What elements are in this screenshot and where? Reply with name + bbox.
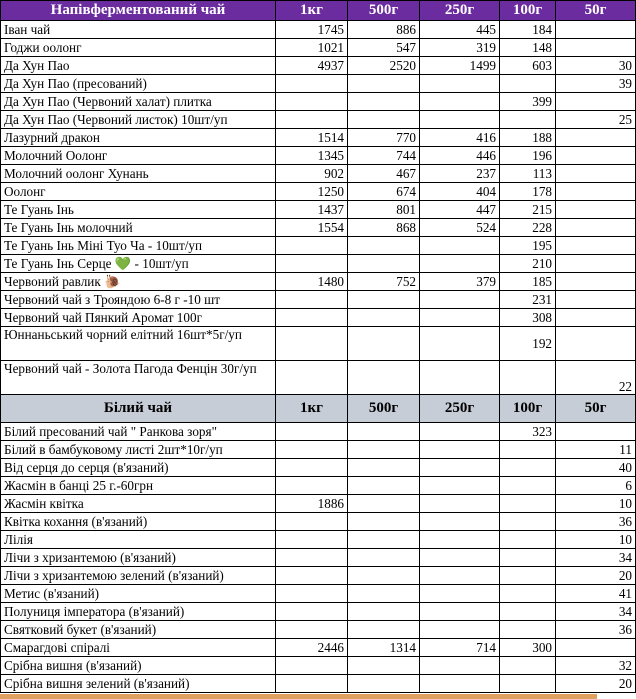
table-row: [1, 657, 636, 675]
product-name-cell: Те Гуань Інь Серце 💚 - 10шт/уп: [1, 255, 276, 273]
table-row: [1, 459, 636, 477]
price-cell: 10: [556, 495, 636, 513]
table-row: [1, 567, 636, 585]
price-cell: [348, 441, 420, 459]
price-cell: 1021: [276, 39, 348, 57]
price-cell: 801: [348, 201, 420, 219]
product-name-cell: Святковий букет (в'язаний): [1, 621, 276, 639]
price-cell: [348, 93, 420, 111]
price-cell: [276, 477, 348, 495]
price-cell: 40: [556, 459, 636, 477]
price-cell: [420, 237, 500, 255]
price-cell: [420, 531, 500, 549]
product-name-cell: Білий пресований чай " Ранкова зоря": [1, 423, 276, 441]
price-cell: [556, 183, 636, 201]
price-cell: [556, 165, 636, 183]
price-cell: [500, 459, 556, 477]
price-cell: [348, 621, 420, 639]
table-row: [1, 255, 636, 273]
price-cell: 467: [348, 165, 420, 183]
table-row: [1, 273, 636, 291]
price-cell: [348, 291, 420, 309]
price-cell: [500, 675, 556, 693]
price-cell: [556, 147, 636, 165]
table-row: [1, 531, 636, 549]
table-row: [1, 361, 636, 395]
price-cell: 188: [500, 129, 556, 147]
table-row: [1, 39, 636, 57]
product-name-cell: Смарагдові спіралі: [1, 639, 276, 657]
price-cell: [276, 549, 348, 567]
price-cell: [420, 309, 500, 327]
price-cell: [420, 75, 500, 93]
product-name-cell: Оолонг: [1, 183, 276, 201]
product-name-cell: Да Хун Пао (Червоний халат) плитка: [1, 93, 276, 111]
price-cell: [556, 201, 636, 219]
price-cell: [556, 219, 636, 237]
price-cell: [420, 513, 500, 531]
price-cell: 1480: [276, 273, 348, 291]
table-row: [1, 585, 636, 603]
table-row: [1, 549, 636, 567]
price-cell: 10: [556, 531, 636, 549]
price-cell: 231: [500, 291, 556, 309]
price-cell: [348, 495, 420, 513]
price-cell: [500, 549, 556, 567]
price-cell: [348, 657, 420, 675]
price-cell: [276, 327, 348, 361]
price-cell: [276, 255, 348, 273]
product-name-cell: Лілія: [1, 531, 276, 549]
product-name-cell: Лічи з хризантемою зелений (в'язаний): [1, 567, 276, 585]
product-name-cell: Лічи з хризантемою (в'язаний): [1, 549, 276, 567]
price-cell: [556, 255, 636, 273]
price-cell: [420, 495, 500, 513]
price-cell: [348, 513, 420, 531]
price-cell: [348, 675, 420, 693]
price-cell: [556, 39, 636, 57]
table-row: [1, 477, 636, 495]
price-cell: [420, 585, 500, 603]
price-cell: [420, 423, 500, 441]
price-cell: [420, 255, 500, 273]
price-cell: [276, 441, 348, 459]
product-name-cell: Срібна вишня (в'язаний): [1, 657, 276, 675]
price-cell: [420, 567, 500, 585]
price-cell: 868: [348, 219, 420, 237]
product-name-cell: Білий в бамбуковому листі 2шт*10г/уп: [1, 441, 276, 459]
price-cell: 184: [500, 21, 556, 39]
price-cell: 1437: [276, 201, 348, 219]
table-row: [1, 147, 636, 165]
price-cell: [420, 93, 500, 111]
table-row: [1, 309, 636, 327]
next-section-header-strip: [0, 694, 597, 699]
price-cell: 319: [420, 39, 500, 57]
price-cell: [348, 531, 420, 549]
price-cell: [500, 657, 556, 675]
price-cell: 228: [500, 219, 556, 237]
price-cell: [276, 675, 348, 693]
price-cell: 1250: [276, 183, 348, 201]
table-row: [1, 183, 636, 201]
price-cell: [276, 657, 348, 675]
price-cell: [276, 309, 348, 327]
product-name-cell: Червоний чай Пянкий Аромат 100г: [1, 309, 276, 327]
product-name-cell: Те Гуань Інь Міні Туо Ча - 10шт/уп: [1, 237, 276, 255]
table-row: [1, 219, 636, 237]
price-cell: [556, 21, 636, 39]
table-row: [1, 291, 636, 309]
product-name-cell: Лазурний дракон: [1, 129, 276, 147]
price-cell: [420, 361, 500, 395]
price-cell: [500, 495, 556, 513]
price-cell: 1554: [276, 219, 348, 237]
table-row: [1, 165, 636, 183]
price-cell: 2520: [348, 57, 420, 75]
price-cell: 196: [500, 147, 556, 165]
price-cell: [348, 237, 420, 255]
price-cell: 547: [348, 39, 420, 57]
column-header: 250г: [420, 1, 500, 21]
product-name-cell: Юннаньський чорний елітний 16шт*5г/уп: [1, 327, 276, 361]
table-row: [1, 441, 636, 459]
price-cell: 36: [556, 513, 636, 531]
column-header: 50г: [556, 1, 636, 21]
price-cell: 195: [500, 237, 556, 255]
column-header: 1кг: [276, 395, 348, 423]
product-name-cell: Метис (в'язаний): [1, 585, 276, 603]
price-cell: 25: [556, 111, 636, 129]
price-cell: [276, 621, 348, 639]
table-row: [1, 621, 636, 639]
price-cell: 446: [420, 147, 500, 165]
price-cell: [348, 459, 420, 477]
price-cell: [276, 423, 348, 441]
column-header: 100г: [500, 395, 556, 423]
price-cell: [420, 657, 500, 675]
price-cell: [348, 111, 420, 129]
price-cell: 1499: [420, 57, 500, 75]
price-cell: 447: [420, 201, 500, 219]
product-name-cell: Те Гуань Інь молочний: [1, 219, 276, 237]
price-cell: [276, 603, 348, 621]
table-row: [1, 93, 636, 111]
price-cell: [556, 93, 636, 111]
column-header: 250г: [420, 395, 500, 423]
price-cell: 714: [420, 639, 500, 657]
price-cell: 323: [500, 423, 556, 441]
price-cell: 1314: [348, 639, 420, 657]
price-cell: 524: [420, 219, 500, 237]
price-cell: [276, 513, 348, 531]
price-cell: 770: [348, 129, 420, 147]
price-cell: [420, 549, 500, 567]
price-cell: 237: [420, 165, 500, 183]
price-cell: 752: [348, 273, 420, 291]
price-cell: [556, 129, 636, 147]
price-cell: 185: [500, 273, 556, 291]
product-name-cell: Жасмін квітка: [1, 495, 276, 513]
table-row: [1, 639, 636, 657]
price-cell: [348, 309, 420, 327]
column-header: 500г: [348, 1, 420, 21]
price-cell: [556, 237, 636, 255]
price-cell: [500, 621, 556, 639]
product-name-cell: Червоний чай - Золота Пагода Фенцін 30г/уп: [1, 361, 276, 395]
price-cell: [500, 531, 556, 549]
section-title: Білий чай: [1, 395, 276, 423]
price-cell: 113: [500, 165, 556, 183]
table-row: [1, 237, 636, 255]
price-cell: [276, 361, 348, 395]
column-header: 50г: [556, 395, 636, 423]
price-cell: [348, 585, 420, 603]
price-cell: [348, 603, 420, 621]
table-row: [1, 495, 636, 513]
price-cell: 744: [348, 147, 420, 165]
price-cell: [420, 621, 500, 639]
price-cell: 1745: [276, 21, 348, 39]
price-cell: 399: [500, 93, 556, 111]
price-cell: 41: [556, 585, 636, 603]
price-cell: 11: [556, 441, 636, 459]
price-cell: [420, 291, 500, 309]
price-cell: [276, 237, 348, 255]
price-cell: 308: [500, 309, 556, 327]
price-cell: 178: [500, 183, 556, 201]
price-cell: [420, 603, 500, 621]
price-cell: 148: [500, 39, 556, 57]
price-cell: 210: [500, 255, 556, 273]
price-cell: 215: [500, 201, 556, 219]
price-cell: 1886: [276, 495, 348, 513]
price-cell: [276, 75, 348, 93]
product-name-cell: Молочний Оолонг: [1, 147, 276, 165]
price-table-body: [1, 1, 636, 693]
price-cell: [500, 441, 556, 459]
price-cell: 300: [500, 639, 556, 657]
price-cell: [420, 111, 500, 129]
price-cell: [420, 477, 500, 495]
price-cell: 20: [556, 567, 636, 585]
price-cell: 379: [420, 273, 500, 291]
product-name-cell: Да Хун Пао (пресований): [1, 75, 276, 93]
price-cell: [348, 255, 420, 273]
product-name-cell: Іван чай: [1, 21, 276, 39]
section-header-row: [1, 395, 636, 423]
product-name-cell: Да Хун Пао: [1, 57, 276, 75]
price-cell: [500, 567, 556, 585]
product-name-cell: Да Хун Пао (Червоний листок) 10шт/уп: [1, 111, 276, 129]
price-cell: [348, 423, 420, 441]
price-cell: [556, 309, 636, 327]
price-cell: 30: [556, 57, 636, 75]
price-cell: [276, 459, 348, 477]
price-cell: 4937: [276, 57, 348, 75]
table-row: [1, 675, 636, 693]
price-cell: [500, 603, 556, 621]
price-cell: 22: [556, 361, 636, 395]
price-cell: [276, 93, 348, 111]
product-name-cell: Червоний чай з Трояндою 6-8 г -10 шт: [1, 291, 276, 309]
price-cell: [500, 513, 556, 531]
price-cell: [500, 477, 556, 495]
product-name-cell: Те Гуань Інь: [1, 201, 276, 219]
product-name-cell: Від серця до серця (в'язаний): [1, 459, 276, 477]
price-cell: [556, 327, 636, 361]
price-cell: [348, 75, 420, 93]
price-cell: [276, 111, 348, 129]
product-name-cell: Червоний равлик 🐌: [1, 273, 276, 291]
price-cell: [500, 585, 556, 603]
price-cell: 404: [420, 183, 500, 201]
price-cell: [276, 531, 348, 549]
price-cell: [556, 639, 636, 657]
table-row: [1, 21, 636, 39]
price-cell: [420, 675, 500, 693]
product-name-cell: Квітка кохання (в'язаний): [1, 513, 276, 531]
price-cell: [420, 459, 500, 477]
product-name-cell: Молочний оолонг Хунань: [1, 165, 276, 183]
price-cell: [348, 361, 420, 395]
price-cell: 39: [556, 75, 636, 93]
price-cell: [348, 549, 420, 567]
price-cell: [276, 567, 348, 585]
column-header: 1кг: [276, 1, 348, 21]
price-cell: [556, 273, 636, 291]
price-cell: 416: [420, 129, 500, 147]
price-cell: [276, 291, 348, 309]
product-name-cell: Годжи оолонг: [1, 39, 276, 57]
price-cell: 2446: [276, 639, 348, 657]
table-row: [1, 327, 636, 361]
price-cell: 445: [420, 21, 500, 39]
price-cell: 1345: [276, 147, 348, 165]
price-cell: 674: [348, 183, 420, 201]
price-cell: [348, 567, 420, 585]
section-title: Напівферментований чай: [1, 1, 276, 21]
price-cell: 886: [348, 21, 420, 39]
price-cell: 34: [556, 549, 636, 567]
table-row: [1, 111, 636, 129]
price-cell: [500, 75, 556, 93]
price-cell: 6: [556, 477, 636, 495]
price-cell: [556, 291, 636, 309]
price-cell: 32: [556, 657, 636, 675]
table-row: [1, 603, 636, 621]
price-cell: [276, 585, 348, 603]
price-cell: [500, 361, 556, 395]
table-row: [1, 129, 636, 147]
price-cell: [420, 327, 500, 361]
section-header-row: [1, 1, 636, 21]
price-cell: 36: [556, 621, 636, 639]
column-header: 100г: [500, 1, 556, 21]
product-name-cell: Жасмін в банці 25 г.-60грн: [1, 477, 276, 495]
price-cell: 20: [556, 675, 636, 693]
table-row: [1, 513, 636, 531]
price-cell: 34: [556, 603, 636, 621]
product-name-cell: Срібна вишня зелений (в'язаний): [1, 675, 276, 693]
price-cell: 902: [276, 165, 348, 183]
price-cell: 1514: [276, 129, 348, 147]
price-cell: [420, 441, 500, 459]
table-row: [1, 75, 636, 93]
table-row: [1, 423, 636, 441]
price-cell: 603: [500, 57, 556, 75]
price-cell: [348, 477, 420, 495]
price-cell: 192: [500, 327, 556, 361]
product-name-cell: Полуниця імператора (в'язаний): [1, 603, 276, 621]
price-cell: [500, 111, 556, 129]
table-row: [1, 201, 636, 219]
price-cell: [348, 327, 420, 361]
price-cell: [556, 423, 636, 441]
column-header: 500г: [348, 395, 420, 423]
table-row: [1, 57, 636, 75]
